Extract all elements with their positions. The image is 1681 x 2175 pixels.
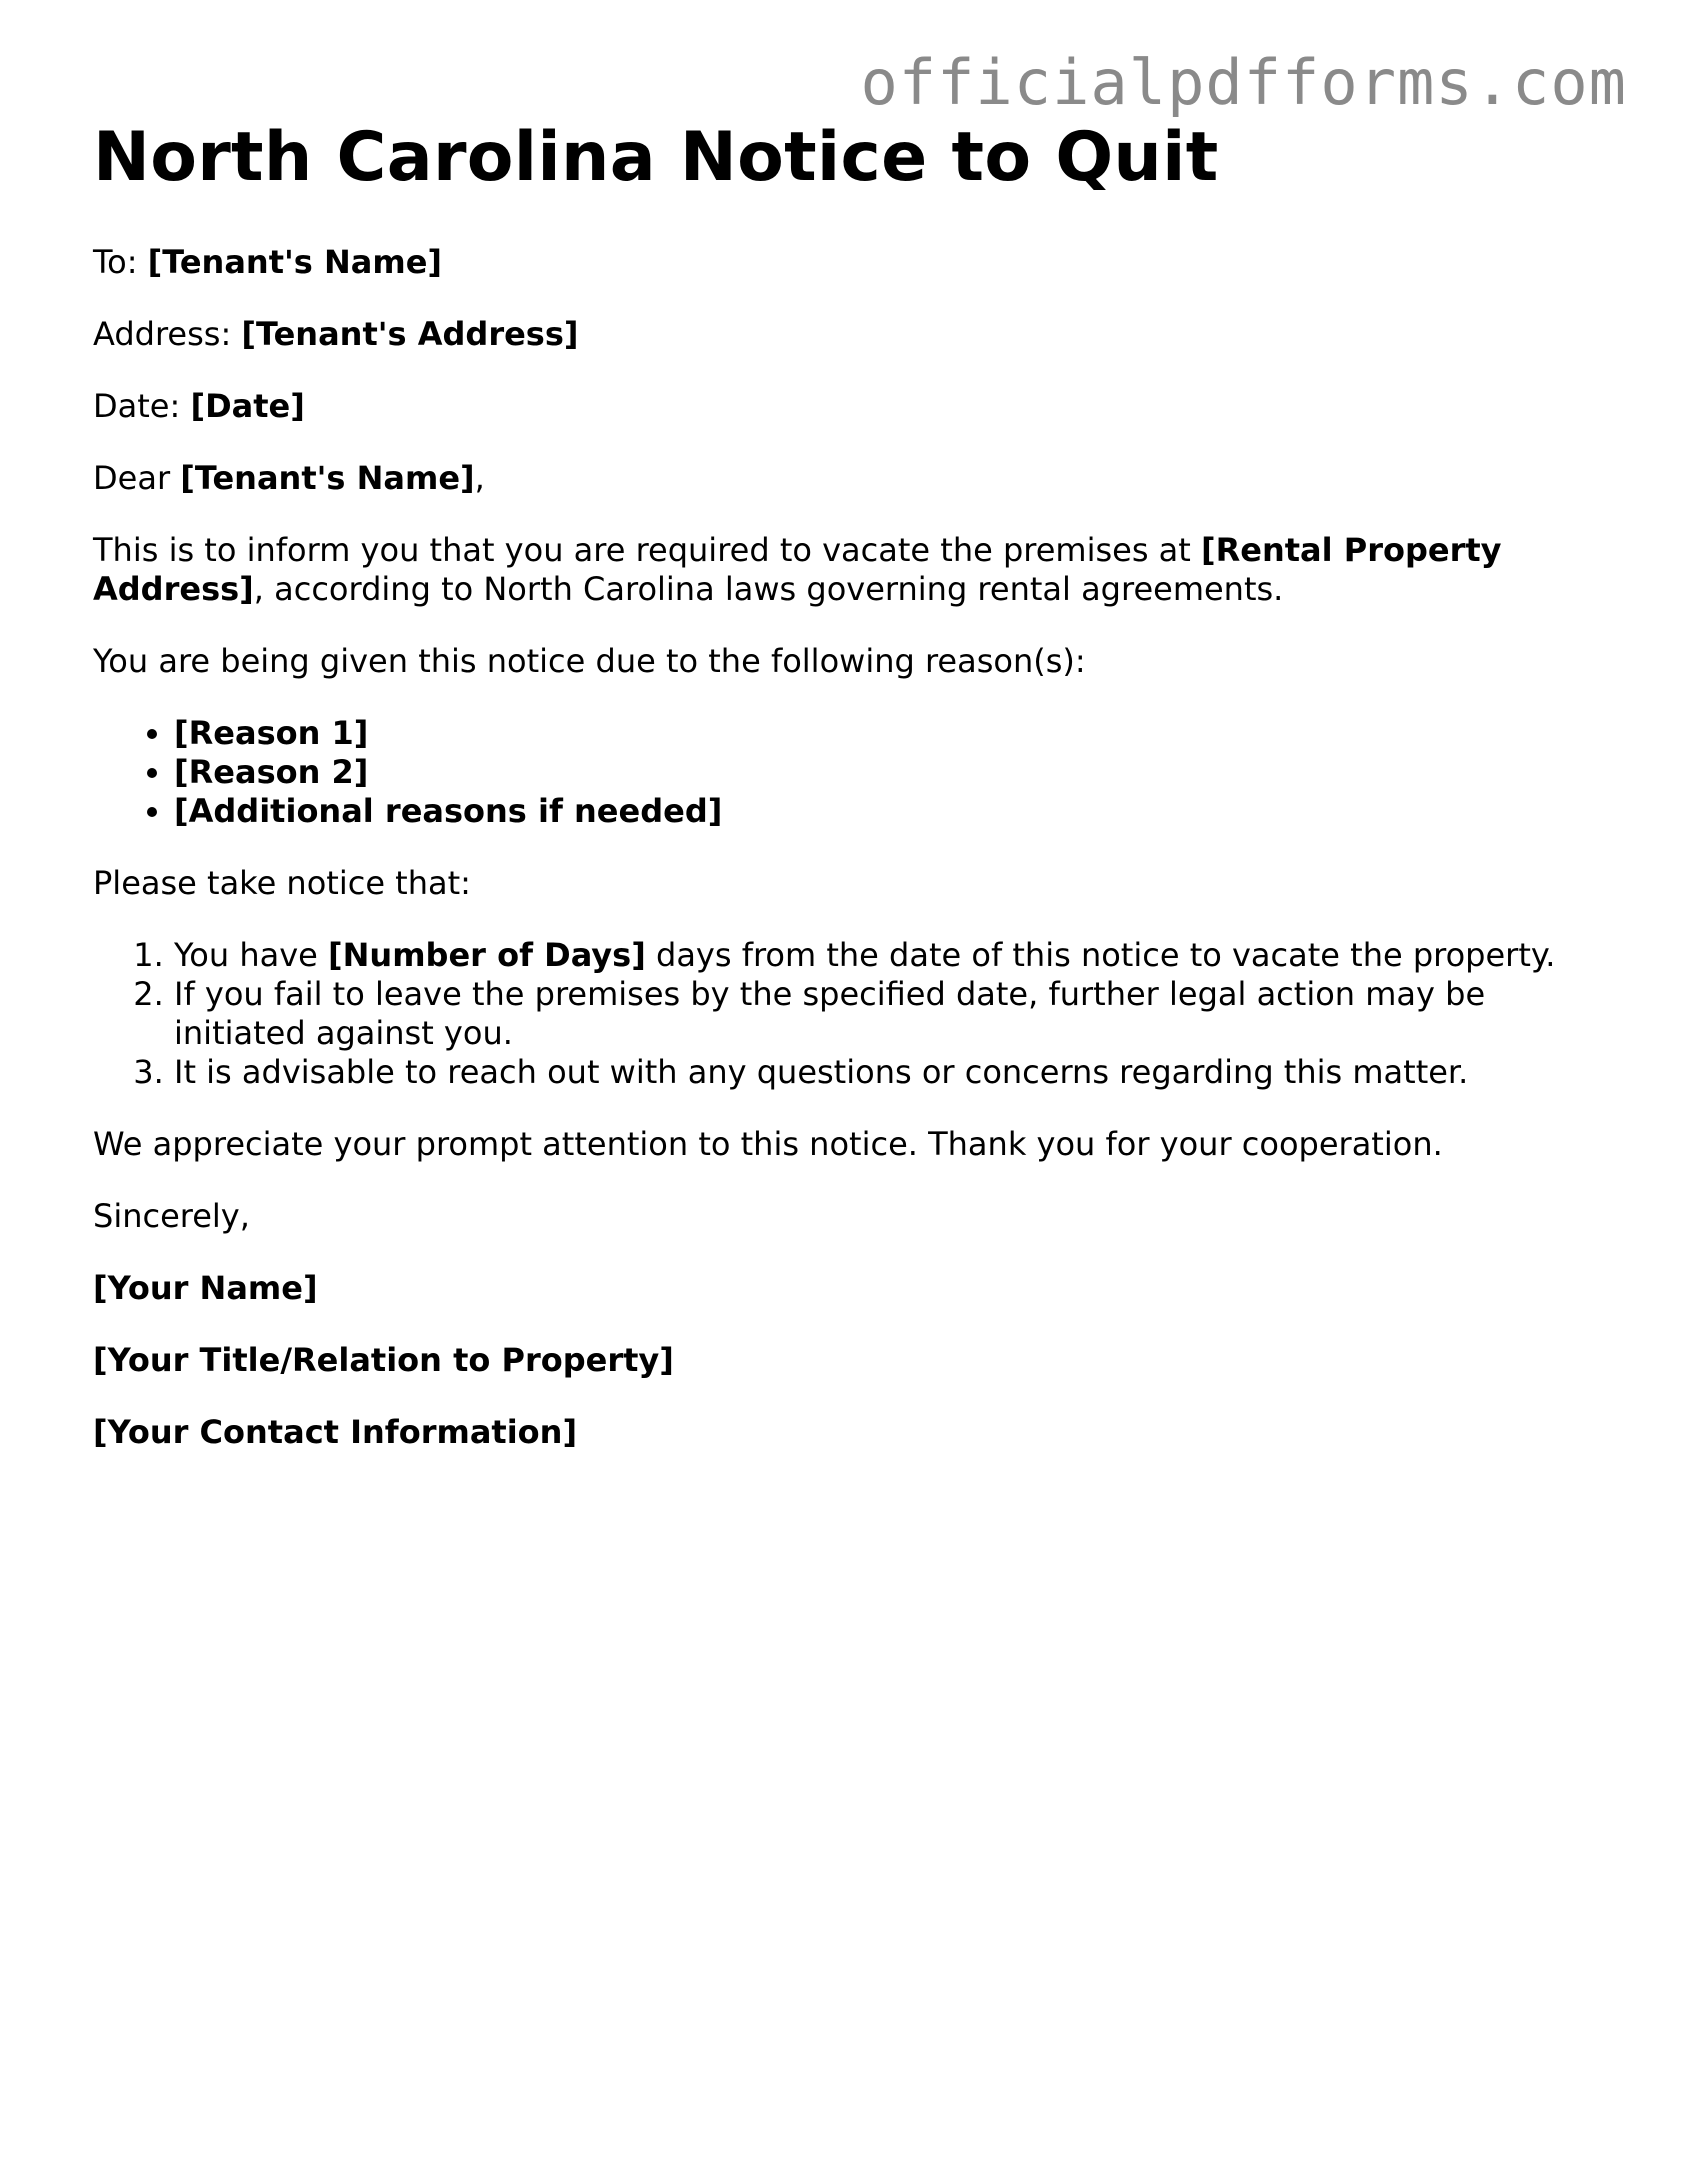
date-line xyxy=(93,387,1593,426)
reason-item: • [Reason 1] xyxy=(174,714,1593,753)
tenant-address-field: [Tenant's Address] xyxy=(241,315,579,353)
to-label: To: xyxy=(93,243,138,281)
signer-contact-field: [Your Contact Information] xyxy=(93,1413,578,1451)
date-label: Date: xyxy=(93,387,181,425)
salutation xyxy=(93,459,1593,498)
reasons-list xyxy=(93,714,1593,831)
number-of-days-field: [Number of Days] xyxy=(328,936,646,974)
intro-paragraph xyxy=(93,531,1593,609)
signer-name-field: [Your Name] xyxy=(93,1269,318,1307)
address-label: Address: xyxy=(93,315,232,353)
closing-paragraph: We appreciate your prompt attention to this notice. Thank you for your cooperation. xyxy=(93,1125,1443,1163)
reason-item: • [Additional reasons if needed] xyxy=(174,792,1593,831)
reasons-intro: You are being given this notice due to the following reason(s): xyxy=(93,642,1086,680)
notice-list xyxy=(93,936,1593,1092)
salutation-suffix: , xyxy=(474,459,485,497)
date-field: [Date] xyxy=(190,387,305,425)
notice-item-questions: 3. It is advisable to reach out with any questions or concerns regarding this matter. xyxy=(174,1053,1593,1092)
intro-text-before: This is to inform you that you are required to vacate the premises at xyxy=(93,531,1191,569)
intro-text-after: , according to North Carolina laws governing rental agreements. xyxy=(253,570,1284,608)
signature-block xyxy=(93,1269,1593,1452)
to-line xyxy=(93,243,1593,282)
tenant-name-field: [Tenant's Name] xyxy=(147,243,443,281)
rental-property-address-field: [Rental Property Address] xyxy=(93,531,1502,608)
salutation-tenant-name: [Tenant's Name] xyxy=(180,459,475,497)
address-line xyxy=(93,315,1593,354)
salutation-prefix: Dear xyxy=(93,459,171,497)
document-title: North Carolina Notice to Quit xyxy=(93,118,1219,197)
site-watermark: officialpdfforms.com xyxy=(860,46,1627,119)
notice-item-legal-action: 2. If you fail to leave the premises by the specified date, further legal action may be initiated against you. xyxy=(174,975,1593,1053)
reason-item: • [Reason 2] xyxy=(174,753,1593,792)
signoff: Sincerely, xyxy=(93,1197,250,1235)
signer-title-field: [Your Title/Relation to Property] xyxy=(93,1341,674,1379)
notice-item-days: 1. You have [Number of Days] days from the date of this notice to vacate the property. xyxy=(174,936,1593,975)
notice-document xyxy=(93,115,1593,1485)
notice-intro: Please take notice that: xyxy=(93,864,471,902)
